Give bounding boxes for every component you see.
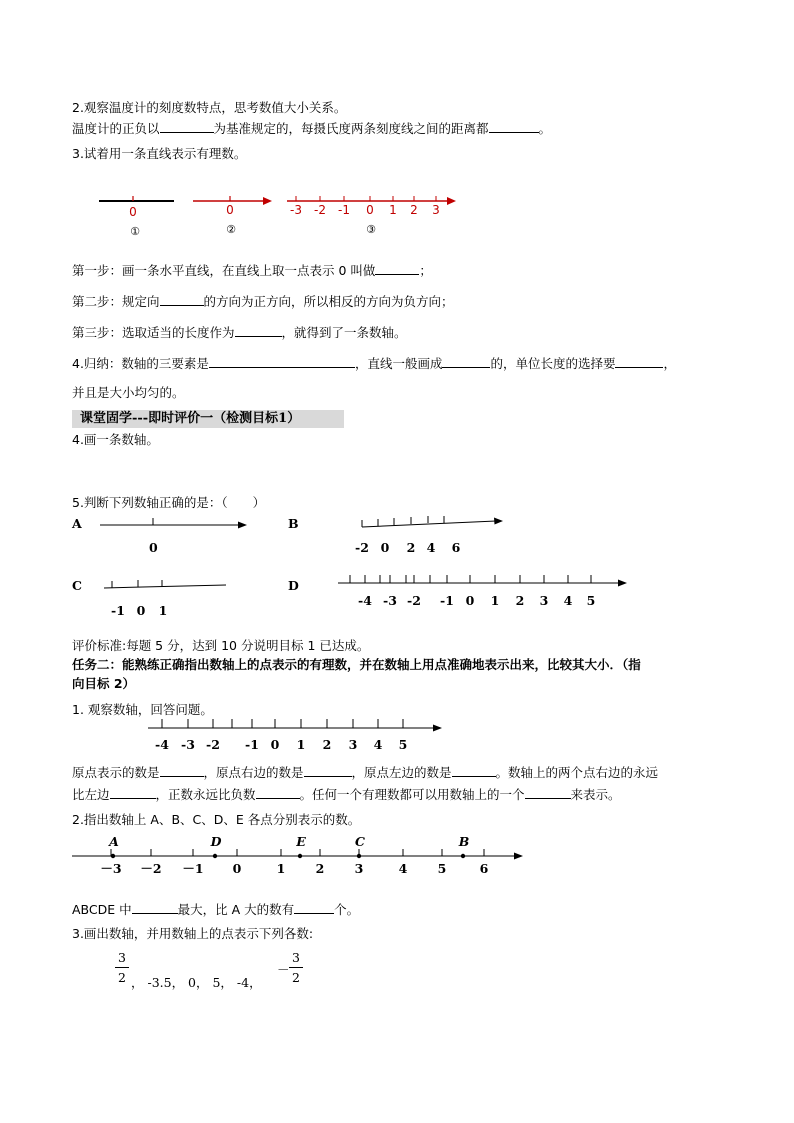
q2-point-e [298,854,302,858]
text-segment: 温度计的正负以 [72,121,160,136]
text-segment: ， [663,356,676,371]
circle-label-2: ② [226,223,236,236]
option-b-tick-label: 2 [406,540,416,555]
text-segment: 第三步：选取适当的长度作为 [72,325,235,340]
option-c-tick-label: 1 [158,603,168,618]
text-segment: 最大，比 A 大的数有 [177,902,295,917]
fraction-numerator: 3 [292,950,300,965]
q2-point-d [213,854,217,858]
q2-axis-tick-label: 1 [276,861,286,876]
option-d-tick-label: -4 [358,593,372,608]
answer-blank[interactable] [132,901,178,914]
answer-blank[interactable] [525,786,571,799]
text-segment: 第二步：规定向 [72,294,160,309]
fraction-bar [289,967,303,968]
q2-point-label: C [355,834,365,849]
option-d-tick-label: 0 [465,593,475,608]
q1-axis-tick-label: 1 [296,737,306,752]
fraction-neg-three-halves [289,950,303,985]
q1-axis-tick-label: -4 [155,737,169,752]
q2-axis-tick-label: 2 [315,861,325,876]
circle-label-1: ① [130,225,140,238]
option-b-tick-label: 6 [451,540,461,555]
task2-q3: 3.画出数轴，并用数轴上的点表示下列各数: [72,926,314,941]
option-d-tick-label: -1 [440,593,454,608]
q2-point-label: E [296,834,306,849]
evaluation-criteria: 评价标准:每题 5 分，达到 10 分说明目标 1 已达成。 [72,638,370,653]
q2-axis-tick-label: 5 [437,861,447,876]
fraction-denominator: 2 [292,970,300,985]
option-a-letter[interactable]: A [72,516,82,531]
axis3-tick-label: 1 [389,203,397,217]
line-line-represent: 3.试着用一条直线表示有理数。 [72,146,247,161]
task2-q1-fill-2 [72,786,621,803]
option-d-tick-label: 1 [490,593,500,608]
answer-blank[interactable] [452,764,496,777]
q1-axis-tick-label: -3 [181,737,195,752]
q1-axis-tick-label: 4 [373,737,383,752]
q2-axis-tick-label: －3 [100,861,122,876]
q2-point-label: A [109,834,119,849]
text-segment: 的方向为正方向，所以相反的方向为负方向； [203,294,454,309]
q2-point-b [461,854,465,858]
option-b-tick-label: -2 [355,540,369,555]
text-segment: 4.归纳：数轴的三要素是 [72,356,209,371]
q2-axis-tick-label: 3 [354,861,364,876]
option-b-tick-label: 4 [426,540,436,555]
option-c-tick-label: -1 [111,603,125,618]
axis3-tick-label: 2 [410,203,418,217]
section-heading: 课堂固学---即时评价一（检测目标1） [80,411,301,426]
text-segment: ABCDE 中 [72,902,132,917]
number-list: ， -3.5， 0， 5， -4， [131,975,262,990]
q2-point-label: B [458,834,470,849]
q2-point-label: D [210,834,222,849]
axis3-tick-label: 0 [366,203,374,217]
q1-axis-tick-label: 2 [322,737,332,752]
text-segment: ，原点左边的数是 [351,765,452,780]
option-d-letter[interactable]: D [288,578,299,593]
task2-title: 任务二：能熟练正确指出数轴上的点表示的有理数，并在数轴上用点准确地表示出来，比较其大小．（指 [72,657,641,672]
axis2-zero: 0 [226,203,234,217]
task2-q2: 2.指出数轴上 A、B、C、D、E 各点分别表示的数。 [72,812,361,827]
line-thermometer-observe: 2.观察温度计的刻度数特点，思考数值大小关系。 [72,100,347,115]
axis3-tick-label: 3 [432,203,440,217]
task2-q1: 1. 观察数轴，回答问题。 [72,702,213,717]
answer-blank[interactable] [256,786,300,799]
text-segment: 为基准规定的，每摄氏度两条刻度线之间的距离都 [213,121,489,136]
text-segment: 的，单位长度的选择要 [490,356,616,371]
option-d-tick-label: 4 [563,593,573,608]
text-segment: 。任何一个有理数都可以用数轴上的一个 [299,787,525,802]
option-d-tick-label: 3 [539,593,549,608]
q2-axis-tick-label: －2 [140,861,162,876]
text-segment: ，正数永远比负数 [155,787,256,802]
text-segment: 。 [538,121,552,136]
option-a-label: 0 [149,540,158,555]
text-segment: 个。 [334,902,360,917]
summary-line-2: 并且是大小均匀的。 [72,385,185,400]
option-c-tick-label: 0 [136,603,146,618]
q2-point-c [357,854,361,858]
axis3-tick-label: -2 [314,203,326,217]
text-segment: 比左边 [72,787,110,802]
text-segment: 来表示。 [570,787,621,802]
fraction-bar [115,967,129,968]
q2-axis-tick-label: －1 [182,861,204,876]
q1-axis-tick-label: -1 [245,737,259,752]
axis1-zero: 0 [129,205,137,219]
fraction-three-halves [115,950,129,985]
option-c-letter[interactable]: C [72,578,82,593]
question-judge-axis: 5.判断下列数轴正确的是：（ ） [72,495,266,510]
fraction-numerator: 3 [118,950,126,965]
option-d-tick-label: -3 [383,593,397,608]
q1-axis-tick-label: 0 [270,737,280,752]
text-segment: ； [419,263,432,278]
answer-blank[interactable] [304,764,352,777]
axis3-tick-label: -1 [338,203,350,217]
answer-blank[interactable] [110,786,156,799]
answer-blank[interactable] [294,901,334,914]
q1-axis-tick-label: 5 [398,737,408,752]
answer-blank[interactable] [160,764,204,777]
task2-q2-fill [72,901,359,918]
text-segment: 。数轴上的两个点右边的永远 [495,765,659,780]
q2-point-a [111,854,115,858]
q2-axis-tick-label: 4 [398,861,408,876]
text-segment: 原点表示的数是 [72,765,160,780]
task2-q1-fill-1 [72,764,658,781]
negative-sign: － [277,962,290,977]
question-draw-axis: 4.画一条数轴。 [72,432,159,447]
q2-axis-tick-label: 6 [479,861,489,876]
option-d-tick-label: 5 [586,593,596,608]
fraction-denominator: 2 [118,970,126,985]
text-segment: ，就得到了一条数轴。 [281,325,407,340]
option-d-tick-label: -2 [407,593,421,608]
option-d-tick-label: 2 [515,593,525,608]
circle-label-3: ③ [366,223,376,236]
text-segment: ，直线一般画成 [354,356,443,371]
q1-axis-tick-label: 3 [348,737,358,752]
q1-axis-tick-label: -2 [206,737,220,752]
axis3-tick-label: -3 [290,203,302,217]
option-b-letter[interactable]: B [288,516,299,531]
text-segment: ，原点右边的数是 [203,765,304,780]
option-b-tick-label: 0 [380,540,390,555]
q2-axis-tick-label: 0 [232,861,242,876]
task2-title-cont: 向目标 2） [72,676,136,691]
text-segment: 第一步：画一条水平直线，在直线上取一点表示 0 叫做 [72,263,376,278]
